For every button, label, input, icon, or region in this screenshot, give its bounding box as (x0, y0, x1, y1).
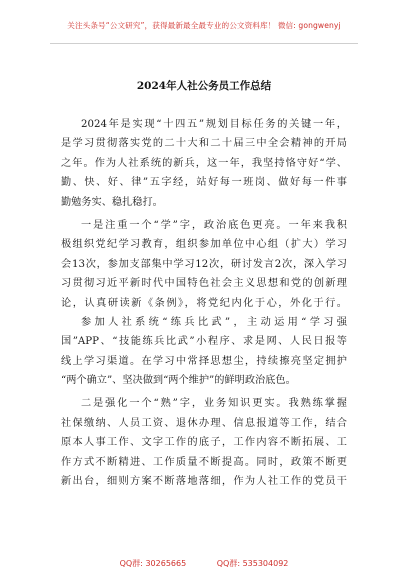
document-title: 2024年人社公务员工作总结 (136, 80, 272, 92)
paragraph-1-line-1: 2024年是实现“十四五”规划目标任务的关键一年， (81, 119, 347, 130)
header-divider (50, 43, 358, 44)
paragraph-3-line-5: 新出台，细则方案不断落地落细，作为人社工作的党员干 (61, 476, 347, 488)
paragraph-2-line-9: “两个确立”、坚决做到“两个维护”的鲜明政治底色。 (61, 375, 296, 387)
paragraph-3-line-2: 社保缴纳、人员工资、退休办理、信息报道等工作，结合 (61, 417, 347, 429)
paragraph-2-line-8: 线上学习渠道。在学习中常择思想尘，持续擦亮坚定拥护 (61, 355, 347, 367)
paragraph-1-line-3: 之年。作为人社系统的新兵，这一年，我坚持恪守好“学、 (61, 157, 347, 169)
header-notice: 关注头条号“公文研究”，获得最新最全最专业的公文资料库！ 微信: gongwenyj (67, 21, 341, 30)
paragraph-2-line-5: 论，认真研读新《条例》，将党纪内化于心，外化于行。 (61, 297, 347, 309)
paragraph-3-line-3: 原本人事工作、文字工作的底子，工作内容不断拓展、工 (61, 437, 347, 449)
footer-qq-groups (0, 558, 408, 569)
paragraph-2-line-3: 会13次，参加支部集中学习12次，研讨发言2次，深入学习 (61, 258, 347, 270)
footer-qq-group-1: QQ群: 30265665 (119, 559, 187, 568)
paragraph-1-line-4: 勤、快、好、律”五字经，站好每一班岗、做好每一件事 (61, 177, 347, 189)
document-body (61, 115, 347, 491)
footer-qq-group-2: QQ群: 535304092 (216, 559, 289, 568)
paragraph-3-line-1: 二是强化一个“熟”字，业务知识更实。我熟练掌握 (81, 398, 347, 410)
paragraph-1-line-5: 勤勉务实、稳扎稳打。 (61, 196, 163, 208)
paragraph-2-line-6: 参加人社系统“练兵比武”，主动运用“学习强 (81, 316, 347, 328)
paragraph-3-line-4: 作方式不断精进、工作质量不断提高。同时，政策不断更 (61, 456, 347, 468)
paragraph-2-line-4: 习贯彻习近平新时代中国特色社会主义思想和党的创新理 (61, 278, 347, 290)
paragraph-2-line-2: 极组织党纪学习教育，组织参加单位中心组（扩大）学习 (61, 239, 347, 251)
paragraph-2-line-1: 一是注重一个“学”字，政治底色更亮。一年来我积 (81, 219, 347, 231)
paragraph-1-line-2: 是学习贯彻落实党的二十大和二十届三中全会精神的开局 (61, 138, 347, 150)
paragraph-2-line-7: 国”APP、“技能练兵比武”小程序、求是网、人民日报等 (61, 336, 347, 348)
